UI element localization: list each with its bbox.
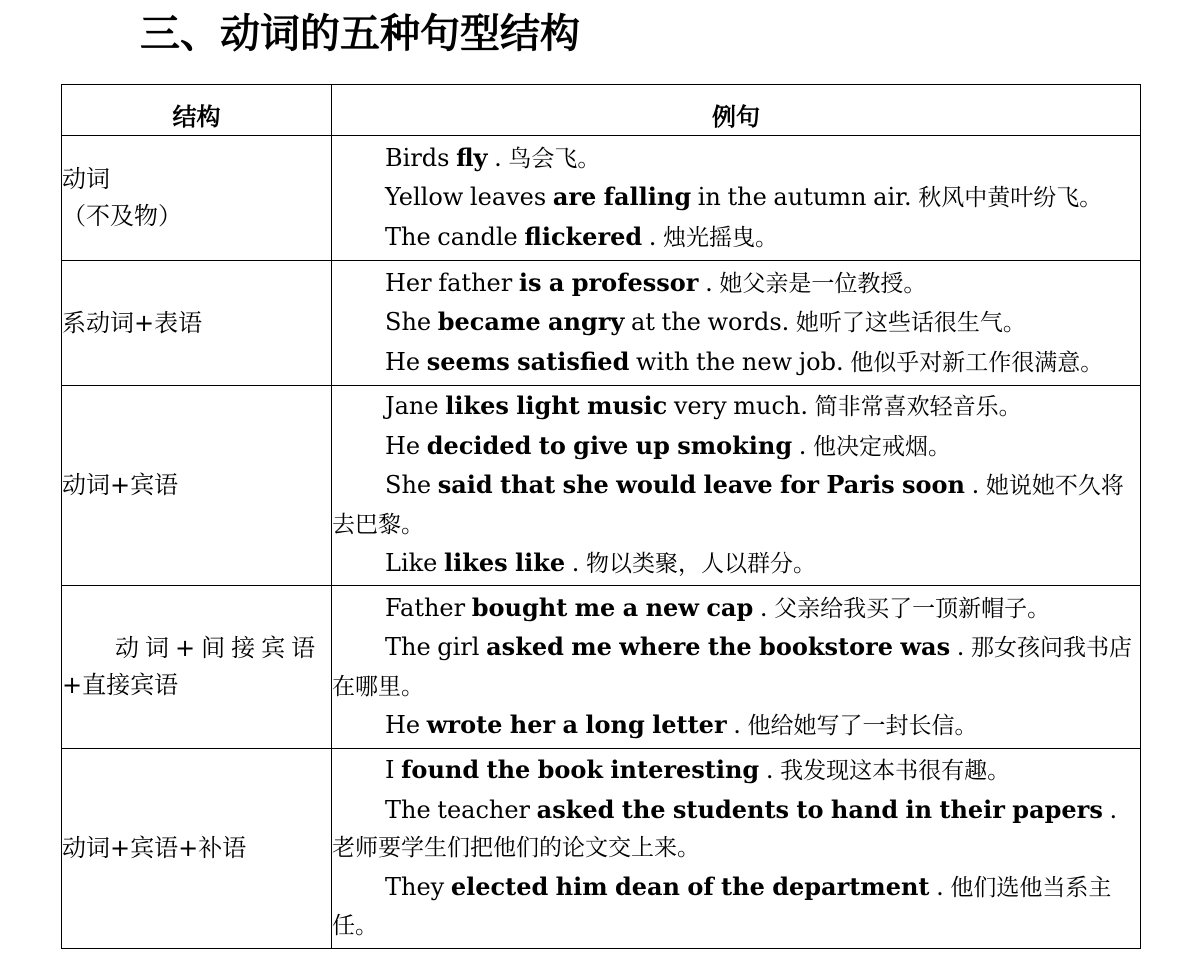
examples-cell: [332, 261, 1141, 386]
example-sentence: She became angry at the words. 她听了这些话很生气。: [385, 307, 1026, 337]
example-sentence: He seems satisfied with the new job. 他似乎对新工作很满意。: [385, 346, 1104, 376]
examples-cell: [332, 386, 1141, 586]
structure-label: 动词: [62, 165, 110, 193]
table-row: [62, 749, 1141, 949]
table-header-row: [62, 85, 1141, 136]
example-sentence: Jane likes light music very much. 简非常喜欢轻音乐。: [385, 391, 1022, 421]
example-sentence: Birds fly . 鸟会飞。: [385, 142, 601, 172]
table-row: [62, 261, 1141, 386]
structure-cell: [62, 586, 332, 749]
example-sentence: She said that she would leave for Paris soon . 她说她不久将去巴黎。: [332, 470, 1124, 538]
column-header-structure: 结构: [62, 85, 332, 136]
example-sentence: He wrote her a long letter . 他给她写了一封长信。: [385, 710, 978, 739]
example-sentence: Father bought me a new cap . 父亲给我买了一顶新帽子。: [385, 592, 1051, 622]
structure-cell: [62, 261, 332, 386]
column-header-examples: 例句: [332, 85, 1141, 136]
examples-cell: [332, 586, 1141, 749]
sentence-pattern-table: [61, 84, 1141, 949]
structure-label: 动词+宾语+补语: [62, 834, 247, 862]
structure-label: 系动词+表语: [62, 308, 203, 337]
structure-label-note: （不及物）: [62, 202, 182, 230]
structure-label: 动词+宾语: [62, 471, 179, 499]
example-sentence: He decided to give up smoking . 他决定戒烟。: [385, 430, 952, 460]
structure-label-continued: +直接宾语: [62, 671, 179, 699]
table-row: [62, 386, 1141, 586]
structure-cell: [62, 136, 332, 261]
table-row: [62, 136, 1141, 261]
example-sentence: The candle flickered . 烛光摇曳。: [385, 221, 779, 251]
structure-cell: [62, 386, 332, 586]
structure-label: 动词+间接宾语: [115, 634, 322, 662]
example-sentence: Her father is a professor . 她父亲是一位教授。: [385, 267, 927, 297]
example-sentence: Like likes like . 物以类聚，人以群分。: [385, 548, 817, 578]
example-sentence: They elected him dean of the department . 他们选他当系主任。: [332, 871, 1112, 940]
example-sentence: Yellow leaves are falling in the autumn air. 秋风中黄叶纷飞。: [385, 182, 1103, 212]
examples-cell: [332, 749, 1141, 949]
examples-cell: [332, 136, 1141, 261]
example-sentence: The teacher asked the students to hand in their papers . 老师要学生们把他们的论文交上来。: [332, 794, 1118, 862]
page-title: 三、动词的五种句型结构: [140, 11, 580, 57]
structure-cell: [62, 749, 332, 949]
example-sentence: The girl asked me where the bookstore was . 那女孩问我书店在哪里。: [332, 632, 1132, 700]
table-row: [62, 586, 1141, 749]
example-sentence: I found the book interesting . 我发现这本书很有趣。: [385, 755, 1011, 785]
